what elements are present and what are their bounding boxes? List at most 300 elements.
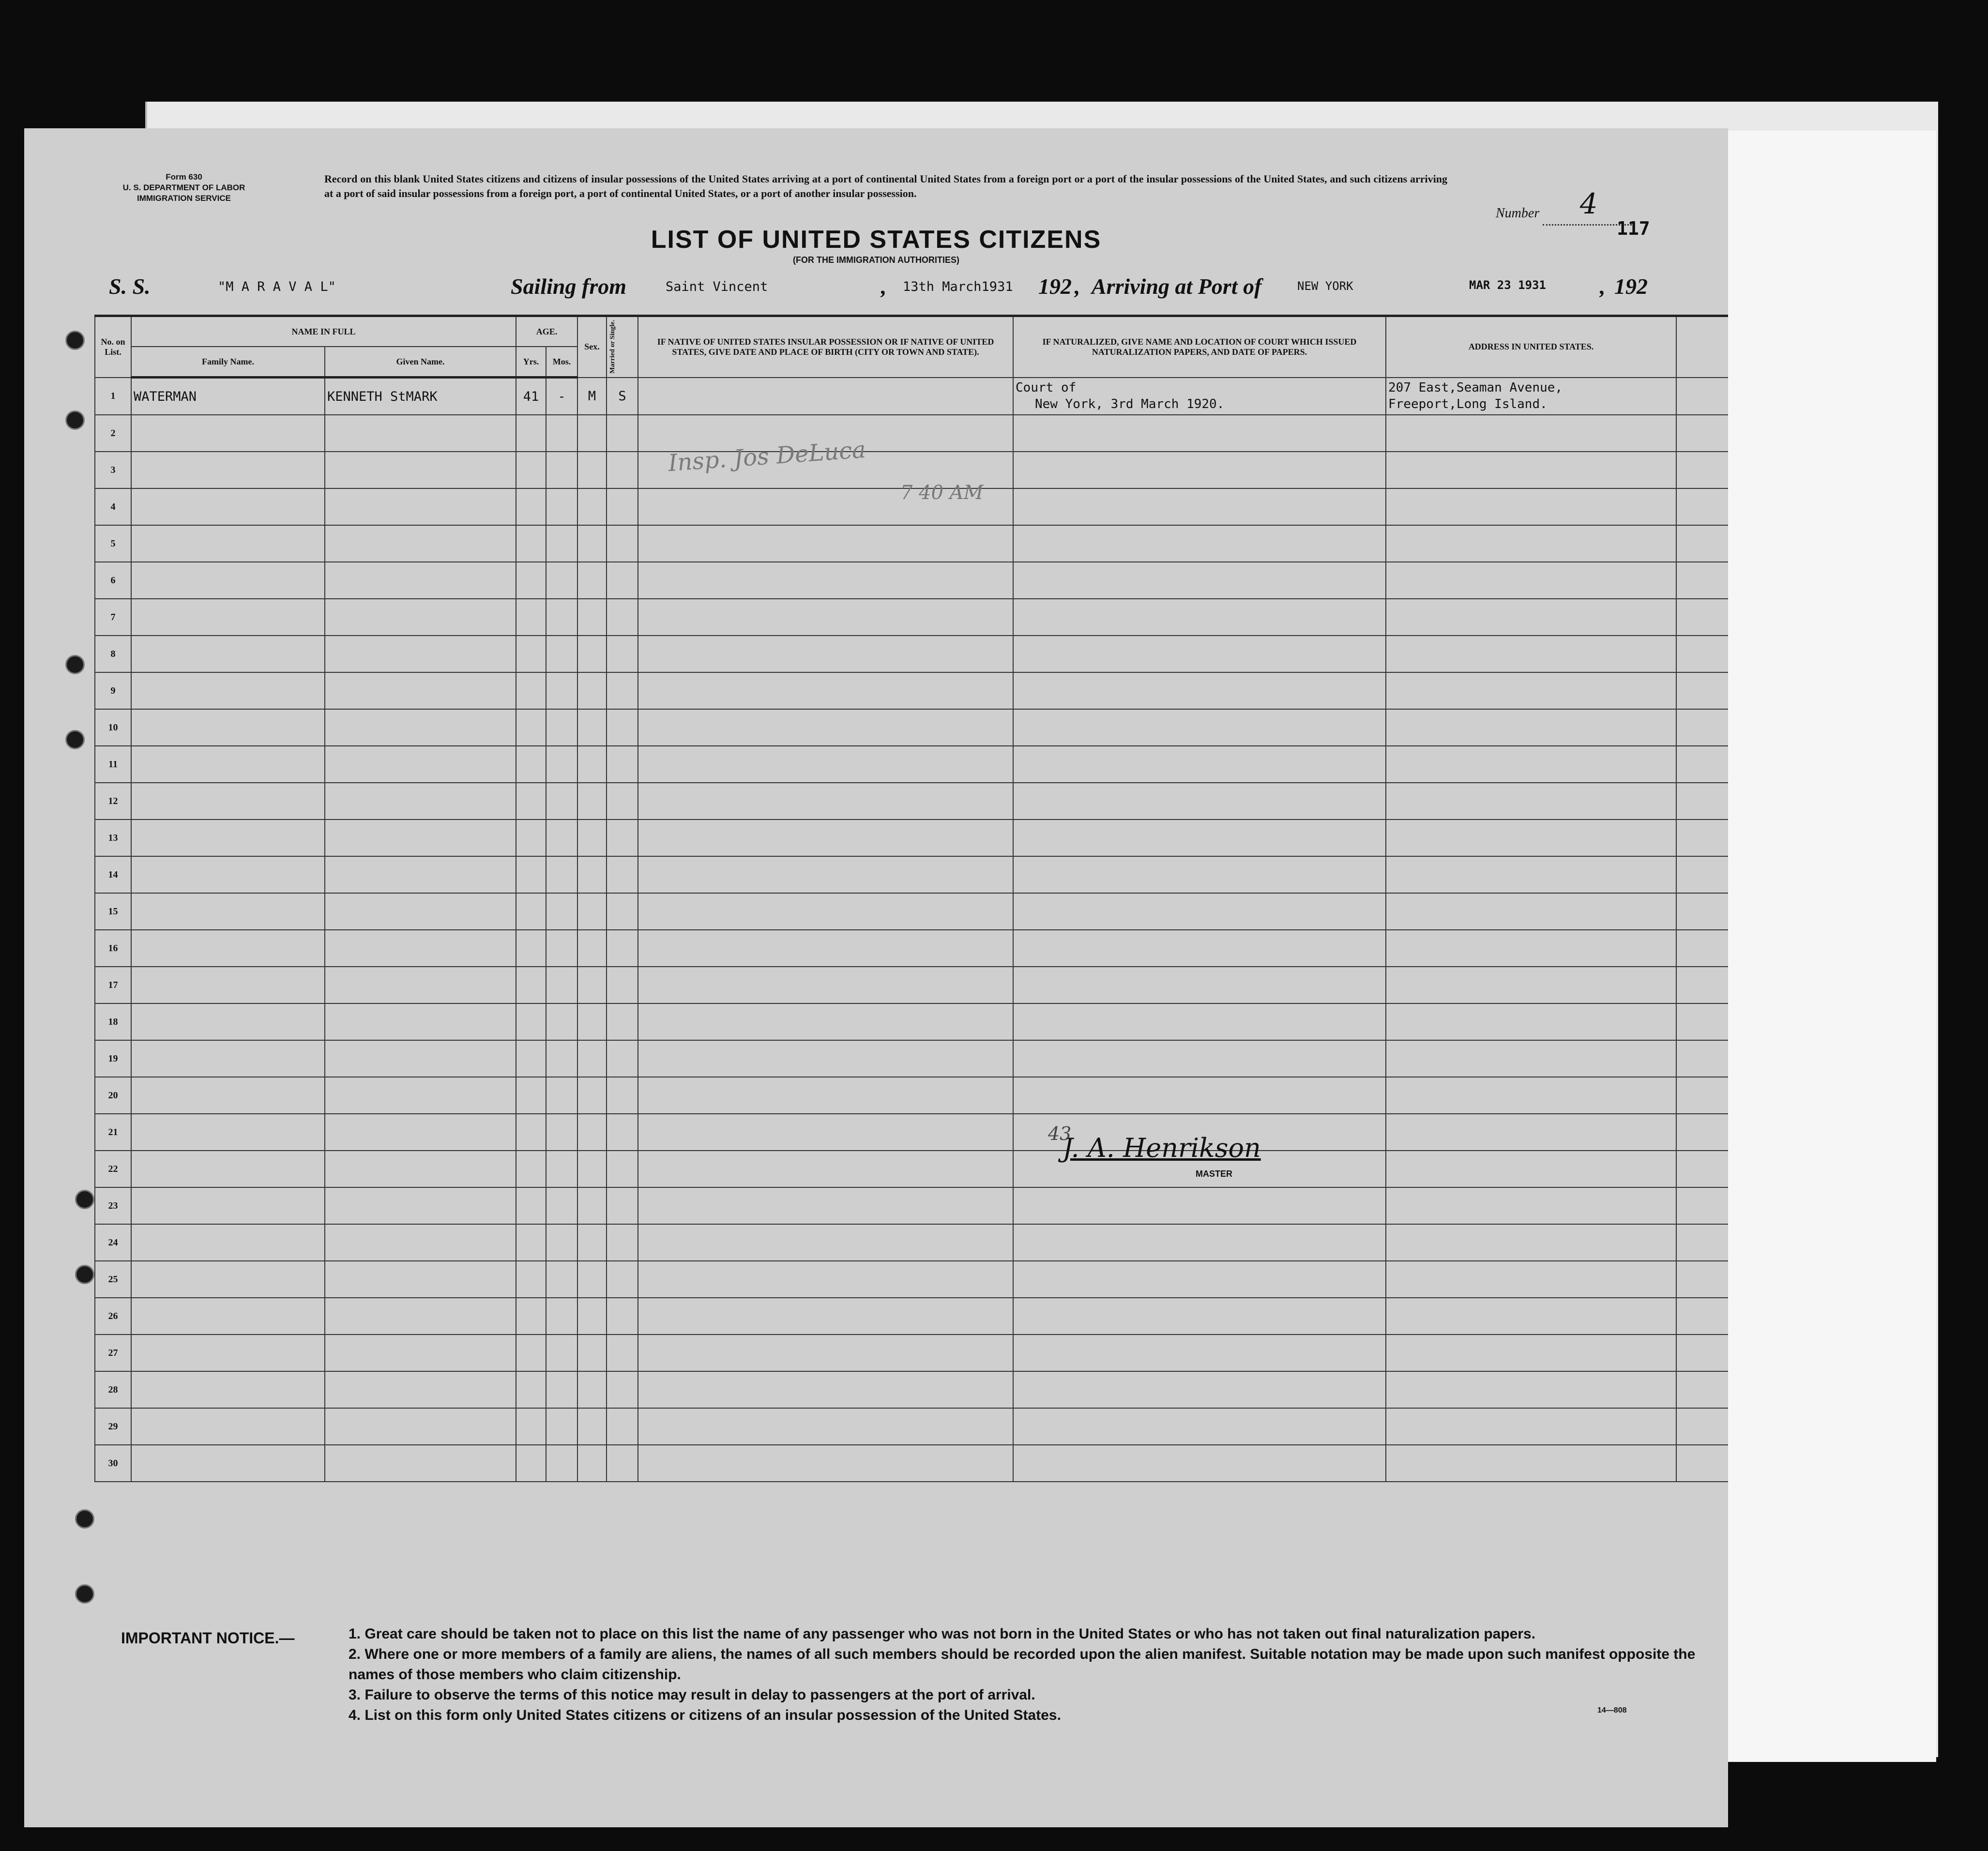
page-subtitle: (FOR THE IMMIGRATION AUTHORITIES) [793,255,959,265]
cell-family [131,1187,325,1224]
header-native: IF NATIVE OF UNITED STATES INSULAR POSSESSION OR IF NATIVE OF UNITED STATES, GIVE DATE AND PLACE OF BIRTH (CITY OR TOWN AND STATE). [638,316,1013,378]
cell-addr [1386,599,1676,636]
table-row [95,1371,1728,1408]
cell-addr [1386,1040,1676,1077]
binding-hole [75,1190,94,1209]
number-value: 4 [1579,187,1598,220]
table-row [95,525,1728,562]
cell-mos [546,893,577,930]
table-row [95,967,1728,1003]
cell-given [325,1445,516,1482]
cell-no: 17 [95,967,131,1003]
cell-ms [607,893,638,930]
cell-blank [1676,1335,1728,1371]
cell-no: 10 [95,709,131,746]
cell-native [638,1151,1013,1187]
signature-text: J. A. Henrikson [1062,1133,1261,1163]
notice-item: 3. Failure to observe the terms of this notice may result in delay to passengers at the port of arrival. [349,1687,1035,1703]
notice-list [349,1624,1718,1726]
arrival-date-stamp: MAR 23 1931 [1469,278,1546,292]
cell-ms [607,452,638,488]
cell-ms [607,1371,638,1408]
cell-blank [1676,525,1728,562]
cell-yrs [516,893,546,930]
cell-family [131,1445,325,1482]
cell-sex [577,967,607,1003]
table-row [95,636,1728,672]
cell-no: 3 [95,452,131,488]
cell-given [325,1224,516,1261]
cell-yrs [516,783,546,819]
cell-yrs [516,930,546,967]
cell-given [325,562,516,599]
cell-mos [546,1335,577,1371]
addr-line-1: 207 East,Seaman Avenue, [1388,380,1563,395]
cell-given [325,415,516,452]
cell-natz [1013,378,1386,415]
cell-addr [1386,636,1676,672]
cell-ms [607,930,638,967]
cell-sex [577,1040,607,1077]
cell-no: 21 [95,1114,131,1151]
binding-hole [65,655,85,674]
cell-natz [1013,1040,1386,1077]
binding-hole [65,410,85,430]
cell-no: 13 [95,819,131,856]
cell-blank [1676,783,1728,819]
inspector-pencil-note: Insp. Jos DeLuca [667,436,867,477]
cell-ms [607,1335,638,1371]
cell-mos [546,1298,577,1335]
cell-family [131,525,325,562]
cell-natz [1013,1408,1386,1445]
cell-sex [577,709,607,746]
cell-given [325,1371,516,1408]
cell-native [638,525,1013,562]
cell-mos [546,819,577,856]
cell-blank [1676,1151,1728,1187]
page-title: LIST OF UNITED STATES CITIZENS [651,226,1102,254]
cell-mos [546,415,577,452]
natz-line-1: Court of [1016,380,1077,395]
cell-given: KENNETH StMARK [325,378,516,415]
cell-no: 18 [95,1003,131,1040]
form-identifier [68,172,300,204]
cell-given [325,488,516,525]
cell-mos [546,488,577,525]
cell-ms [607,819,638,856]
table-row [95,746,1728,783]
year-print-1: 192 [1038,274,1072,299]
cell-mos [546,1261,577,1298]
cell-native [638,378,1013,415]
cell-sex: M [577,378,607,415]
cell-ms [607,415,638,452]
cell-addr [1386,1151,1676,1187]
cell-family [131,1408,325,1445]
cell-sex [577,452,607,488]
cell-given [325,1408,516,1445]
cell-mos [546,1040,577,1077]
cell-addr [1386,1408,1676,1445]
cell-yrs [516,1077,546,1114]
cell-no: 1 [95,378,131,415]
cell-family [131,783,325,819]
cell-natz [1013,1335,1386,1371]
cell-family [131,930,325,967]
binding-hole [65,331,85,350]
cell-native [638,562,1013,599]
ss-label: S. S. [109,274,151,299]
cell-natz [1013,930,1386,967]
cell-mos [546,1408,577,1445]
cell-yrs [516,856,546,893]
cell-native [638,783,1013,819]
cell-addr [1386,1298,1676,1335]
cell-ms [607,599,638,636]
cell-mos [546,562,577,599]
cell-yrs [516,636,546,672]
cell-no: 20 [95,1077,131,1114]
sailing-label: Sailing from [511,274,627,299]
cell-no: 5 [95,525,131,562]
cell-ms [607,1261,638,1298]
header-age: AGE. [516,316,577,347]
cell-blank [1676,599,1728,636]
natz-line-2: New York, 3rd March 1920. [1035,397,1225,412]
cell-native [638,599,1013,636]
manifest-page [24,128,1728,1827]
cell-sex [577,636,607,672]
table-row [95,893,1728,930]
cell-sex [577,893,607,930]
cell-family: WATERMAN [131,378,325,415]
cell-addr [1386,893,1676,930]
cell-ms [607,967,638,1003]
cell-blank [1676,378,1728,415]
cell-given [325,709,516,746]
cell-yrs [516,599,546,636]
cell-family [131,1077,325,1114]
cell-sex [577,1445,607,1482]
department-name: U. S. DEPARTMENT OF LABOR [122,183,245,192]
cell-given [325,1298,516,1335]
table-row [95,1187,1728,1224]
cell-no: 25 [95,1261,131,1298]
cell-sex [577,672,607,709]
cell-mos: - [546,378,577,415]
cell-family [131,1224,325,1261]
cell-given [325,672,516,709]
cell-ms [607,746,638,783]
master-signature [1048,1123,1261,1163]
cell-native [638,636,1013,672]
cell-yrs [516,1445,546,1482]
cell-no: 4 [95,488,131,525]
cell-yrs [516,452,546,488]
number-field [1496,187,1635,226]
cell-yrs [516,562,546,599]
cell-family [131,599,325,636]
cell-addr [1386,452,1676,488]
cell-family [131,893,325,930]
cell-family [131,1261,325,1298]
table-row [95,1003,1728,1040]
cell-family [131,452,325,488]
cell-blank [1676,1040,1728,1077]
cell-blank [1676,709,1728,746]
sailing-date-value: 13th March1931 [903,279,1013,294]
cell-ms: S [607,378,638,415]
cell-family [131,1298,325,1335]
cell-ms [607,1298,638,1335]
cell-natz [1013,967,1386,1003]
cell-yrs [516,709,546,746]
cell-no: 16 [95,930,131,967]
cell-blank [1676,1298,1728,1335]
inspector-time-note: 7 40 AM [900,482,984,504]
header-given-name: Given Name. [325,347,516,378]
cell-mos [546,1114,577,1151]
cell-family [131,967,325,1003]
cell-ms [607,1114,638,1151]
cell-mos [546,1445,577,1482]
cell-addr [1386,1114,1676,1151]
cell-natz [1013,746,1386,783]
cell-addr [1386,1003,1676,1040]
cell-no: 15 [95,893,131,930]
record-instructions: Record on this blank United States citizens and citizens of insular possessions of the United States arriving at a port of continental United States from a foreign port or a port of the insular possessions of the United States, and such citizens arriving at a port of said insular possessions from a foreign port, a port of continental United States, or a port of another insular possession. [324,173,1447,199]
cell-mos [546,525,577,562]
cell-yrs [516,1371,546,1408]
cell-sex [577,1003,607,1040]
cell-yrs [516,1261,546,1298]
cell-family [131,1335,325,1371]
table-row [95,1445,1728,1482]
cell-natz [1013,1261,1386,1298]
table-row [95,1040,1728,1077]
cell-sex [577,1261,607,1298]
cell-ms [607,1187,638,1224]
cell-sex [577,1371,607,1408]
cell-no: 24 [95,1224,131,1261]
cell-sex [577,746,607,783]
cell-sex [577,1298,607,1335]
cell-blank [1676,1408,1728,1445]
header-blank [1676,316,1728,378]
header-married: Married or Single. [607,316,638,378]
cell-family [131,819,325,856]
cell-blank [1676,1003,1728,1040]
cell-given [325,452,516,488]
header-yrs: Yrs. [516,347,546,378]
cell-sex [577,783,607,819]
cell-no: 9 [95,672,131,709]
binding-hole [75,1509,94,1529]
cell-addr [1386,378,1676,415]
table-row [95,562,1728,599]
cell-native [638,1261,1013,1298]
cell-mos [546,746,577,783]
cell-native [638,967,1013,1003]
cell-yrs [516,1003,546,1040]
cell-family [131,1114,325,1151]
cell-family [131,709,325,746]
cell-addr [1386,1077,1676,1114]
cell-blank [1676,452,1728,488]
cell-natz [1013,599,1386,636]
year-print-2: 192 [1614,274,1648,299]
cell-no: 7 [95,599,131,636]
cell-family [131,746,325,783]
cell-native [638,1298,1013,1335]
cell-yrs: 41 [516,378,546,415]
cell-sex [577,1187,607,1224]
form-print-code: 14—808 [1597,1706,1627,1714]
cell-no: 8 [95,636,131,672]
cell-natz [1013,415,1386,452]
cell-sex [577,525,607,562]
cell-addr [1386,415,1676,452]
cell-sex [577,562,607,599]
sailing-from-value: Saint Vincent [666,279,768,294]
cell-addr [1386,1335,1676,1371]
cell-sex [577,1114,607,1151]
cell-family [131,856,325,893]
table-row [95,415,1728,452]
ship-name: "M A R A V A L" [218,279,336,294]
table-row [95,1114,1728,1151]
cell-ms [607,856,638,893]
cell-addr [1386,746,1676,783]
cell-yrs [516,1114,546,1151]
cell-blank [1676,967,1728,1003]
cell-sex [577,1408,607,1445]
header-naturalized: IF NATURALIZED, GIVE NAME AND LOCATION OF COURT WHICH ISSUED NATURALIZATION PAPERS, AND DATE OF PAPERS. [1013,316,1386,378]
cell-mos [546,709,577,746]
cell-family [131,636,325,672]
cell-given [325,599,516,636]
cell-native [638,1445,1013,1482]
cell-native [638,819,1013,856]
cell-yrs [516,1335,546,1371]
cell-natz [1013,1077,1386,1114]
cell-no: 22 [95,1151,131,1187]
cell-yrs [516,1187,546,1224]
cell-yrs [516,488,546,525]
table-row [95,672,1728,709]
cell-mos [546,1187,577,1224]
cell-yrs [516,1298,546,1335]
cell-given [325,1077,516,1114]
cell-no: 2 [95,415,131,452]
cell-given [325,1261,516,1298]
cell-no: 6 [95,562,131,599]
cell-sex [577,1224,607,1261]
cell-given [325,1003,516,1040]
cell-given [325,1187,516,1224]
cell-natz [1013,562,1386,599]
cell-no: 12 [95,783,131,819]
cell-blank [1676,930,1728,967]
cell-native [638,1335,1013,1371]
cell-sex [577,930,607,967]
cell-addr [1386,967,1676,1003]
cell-blank [1676,1077,1728,1114]
cell-natz [1013,1371,1386,1408]
cell-ms [607,562,638,599]
cell-no: 19 [95,1040,131,1077]
cell-ms [607,783,638,819]
service-name: IMMIGRATION SERVICE [137,194,231,203]
table-row [95,1224,1728,1261]
cell-no: 26 [95,1298,131,1335]
cell-blank [1676,819,1728,856]
cell-addr [1386,1261,1676,1298]
cell-natz [1013,488,1386,525]
cell-blank [1676,488,1728,525]
cell-sex [577,1335,607,1371]
cell-blank [1676,1224,1728,1261]
cell-natz [1013,709,1386,746]
cell-ms [607,672,638,709]
cell-native [638,746,1013,783]
cell-native [638,1187,1013,1224]
cell-natz [1013,856,1386,893]
cell-blank [1676,856,1728,893]
cell-addr [1386,672,1676,709]
cell-blank [1676,1261,1728,1298]
cell-given [325,1114,516,1151]
cell-natz [1013,1187,1386,1224]
table-row [95,709,1728,746]
header-sex: Sex. [577,316,607,378]
cell-blank [1676,1114,1728,1151]
cell-blank [1676,415,1728,452]
cell-mos [546,1077,577,1114]
cell-addr [1386,488,1676,525]
cell-addr [1386,1445,1676,1482]
cell-yrs [516,525,546,562]
cell-mos [546,1151,577,1187]
cell-given [325,1151,516,1187]
cell-given [325,967,516,1003]
table-row [95,378,1728,415]
cell-blank [1676,746,1728,783]
cell-no: 11 [95,746,131,783]
cell-blank [1676,1187,1728,1224]
cell-sex [577,1151,607,1187]
arriving-label: Arriving at Port of [1092,274,1262,299]
cell-native [638,1077,1013,1114]
cell-ms [607,1408,638,1445]
cell-addr [1386,819,1676,856]
signature-number: 43 [1048,1123,1072,1144]
master-label: MASTER [1196,1169,1232,1179]
table-row [95,783,1728,819]
cell-ms [607,1224,638,1261]
table-row [95,599,1728,636]
cell-family [131,1151,325,1187]
cell-native [638,1003,1013,1040]
cell-ms [607,1151,638,1187]
cell-family [131,1371,325,1408]
cell-given [325,1040,516,1077]
cell-native [638,1114,1013,1151]
cell-natz [1013,893,1386,930]
cell-yrs [516,967,546,1003]
notice-item: 1. Great care should be taken not to place on this list the name of any passenger who was not born in the United States or who has not taken out final naturalization papers. [349,1626,1536,1642]
